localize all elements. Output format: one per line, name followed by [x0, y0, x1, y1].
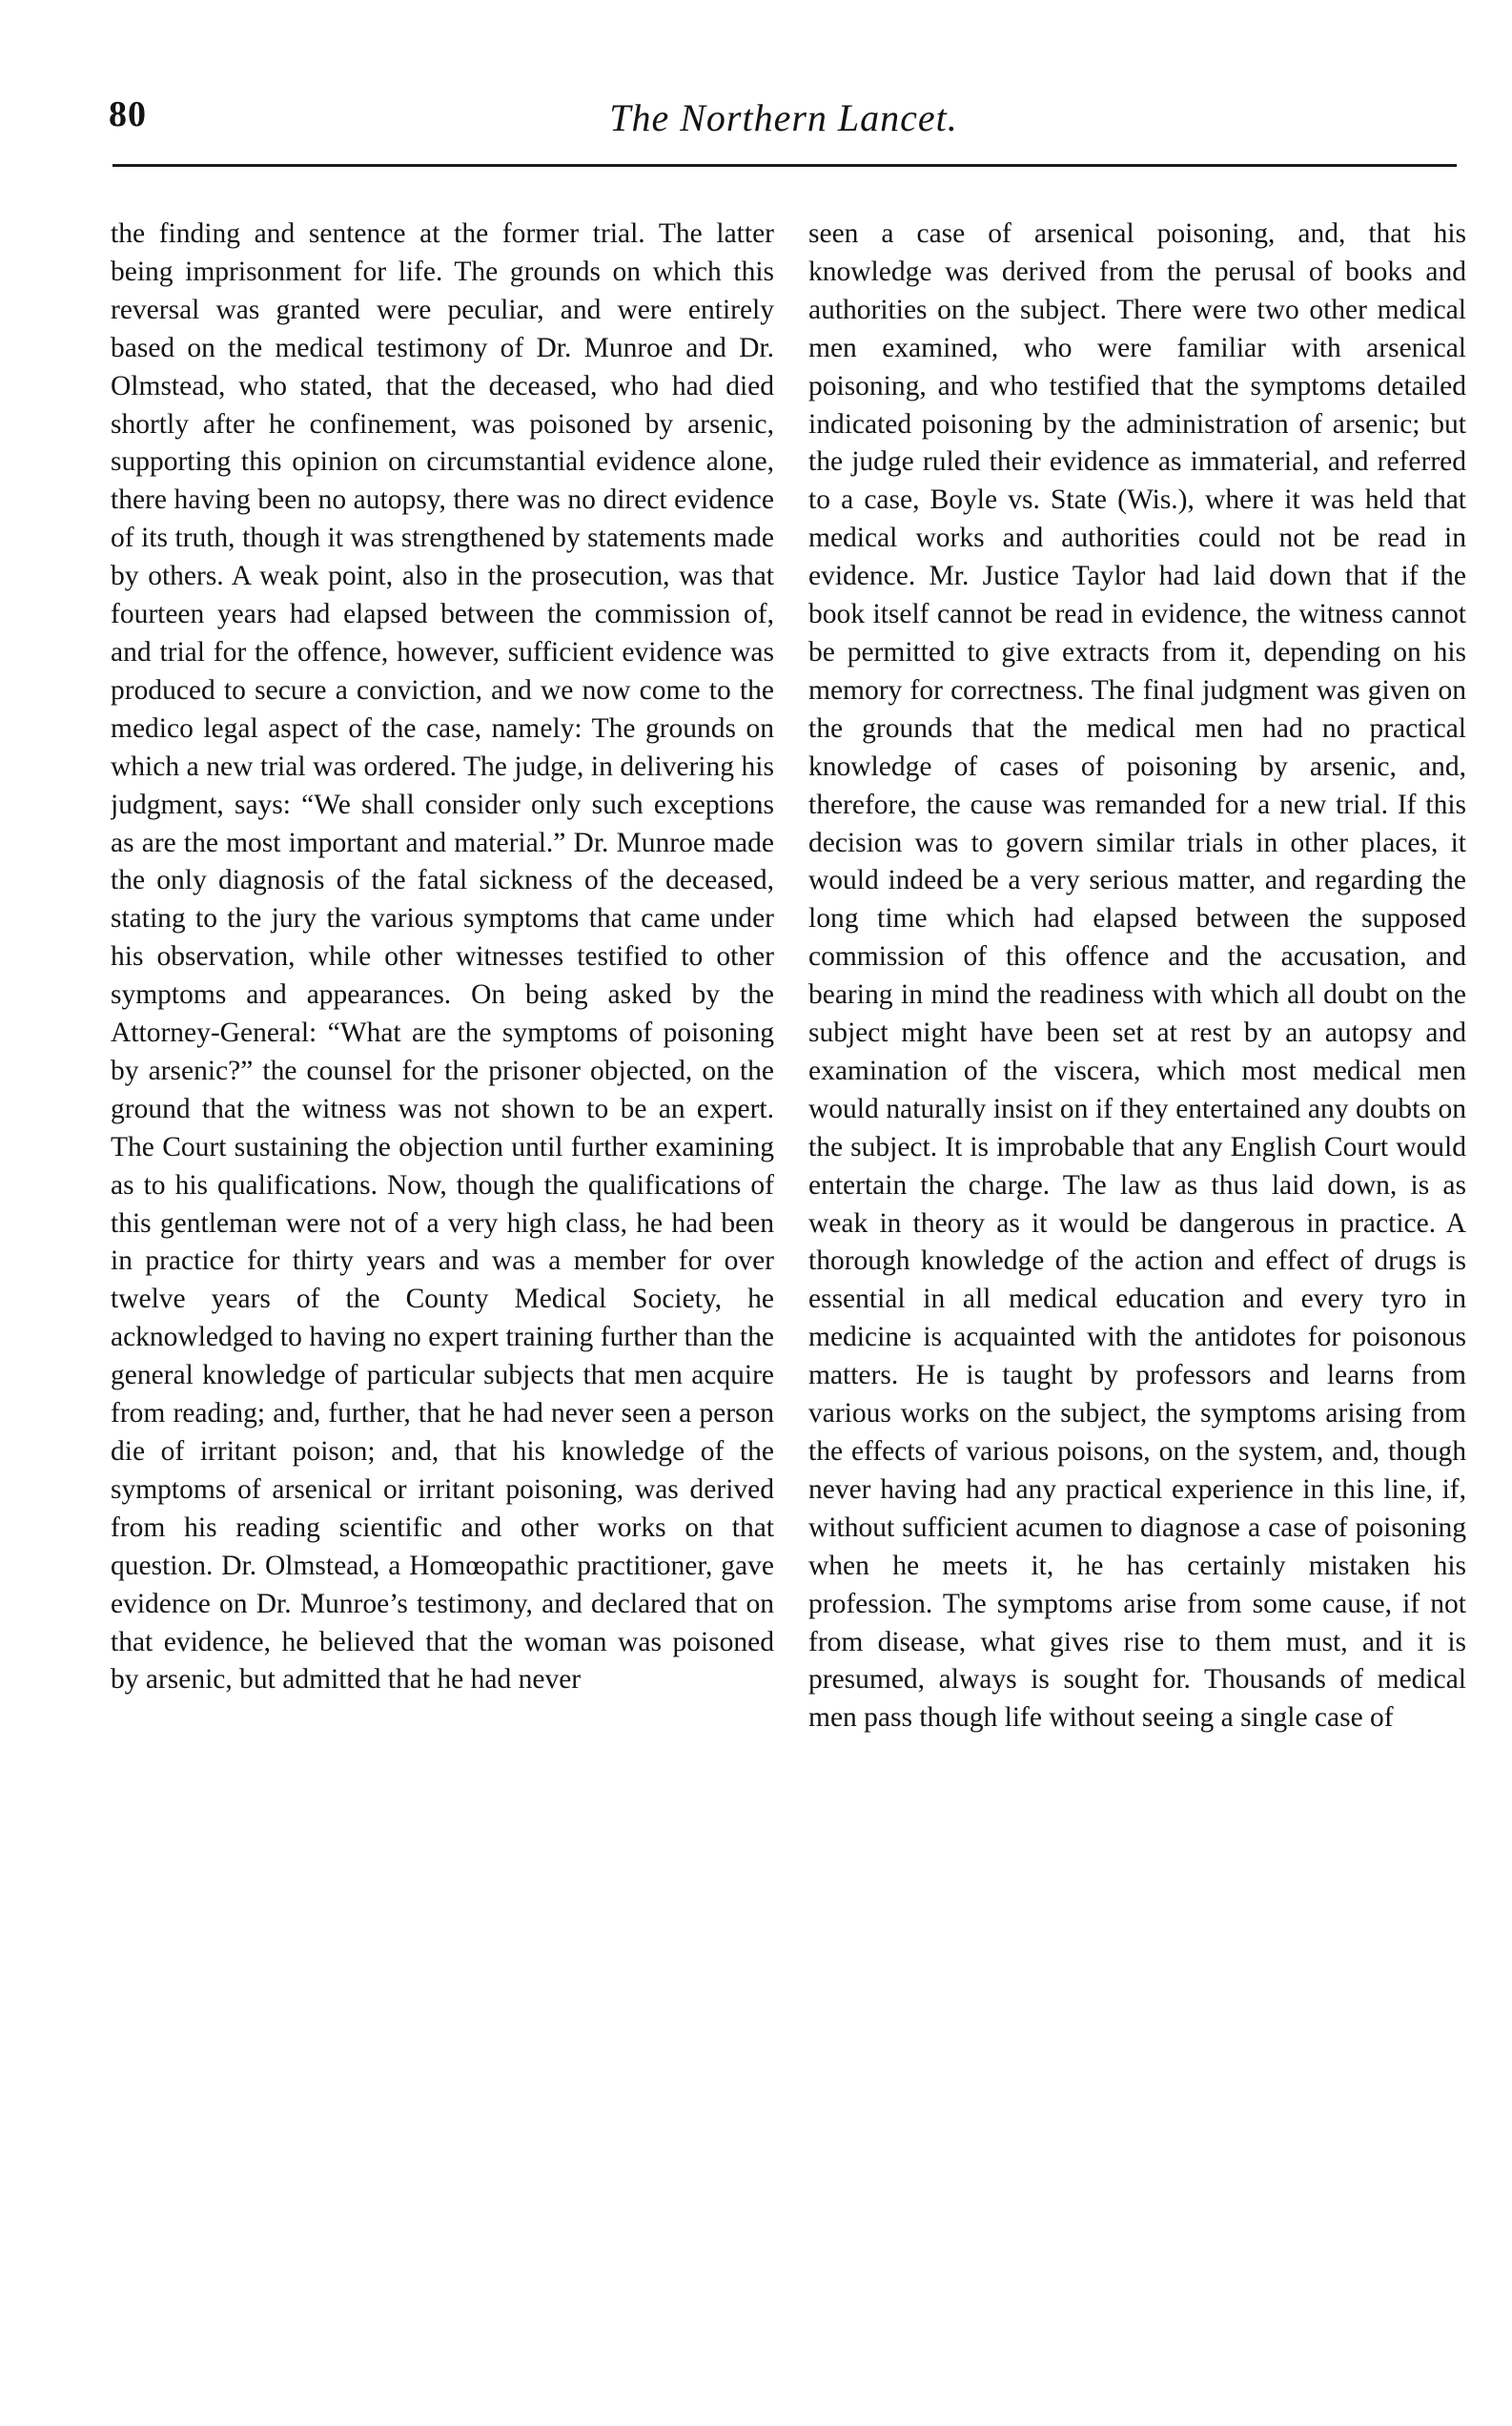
- page-header: [107, 93, 1461, 151]
- right-column-text: seen a case of arsenical poisoning, and, that his knowledge was derived from the perusal of books and authorities on the subject. There were two other medical men examined, who were familiar with arsenical poisoning, and who testified that the symptoms detailed indicated poisoning by the administration of arsenic; but the judge ruled their evidence as immaterial, and referred to a case, Boyle vs. State (Wis.), where it was held that medical works and authorities could not be read in evidence. Mr. Justice Taylor had laid down that if the book itself cannot be read in evidence, the witness cannot be permitted to give extracts from it, depending on his memory for correctness. The final judgment was given on the grounds that the medical men had no practical knowledge of cases of poisoning by arsenic, and, therefore, the cause was remanded for a new trial. If this decision was to govern similar trials in other places, it would indeed be a very serious matter, and regarding the long time which had elapsed between the supposed commission of this offence and the accusation, and bearing in mind the readiness with which all doubt on the subject might have been set at rest by an autopsy and examination of the viscera, which most medical men would naturally insist on if they entertained any doubts on the subject. It is improbable that any English Court would entertain the charge. The law as thus laid down, is as weak in theory as it would be dangerous in practice. A thorough knowledge of the action and effect of drugs is essential in all medical education and every tyro in medicine is acquainted with the antidotes for poisonous matters. He is taught by professors and learns from various works on the subject, the symptoms arising from the effects of various poisons, on the system, and, though never having had any practical experience in this line, if, without sufficient acumen to diagnose a case of poisoning when he meets it, he has certainly mistaken his profession. The symptoms arise from some cause, if not from disease, what gives rise to them must, and it is presumed, always is sought for. Thousands of medical men pass though life without seeing a single case of: [808, 218, 1466, 1734]
- running-title: The Northern Lancet.: [609, 96, 958, 139]
- right-column: [808, 216, 1466, 2361]
- left-column-text: the finding and sentence at the former trial. The latter being imprisonment for life. The grounds on which this reversal was granted were peculiar, and were entirely based on the medical testimony of Dr. Munroe and Dr. Olmstead, who stated, that the deceased, who had died shortly after he confinement, was poisoned by arsenic, supporting this opinion on circumstantial evidence alone, there having been no autopsy, there was no direct evidence of its truth, though it was strengthened by statements made by others. A weak point, also in the prosecution, was that fourteen years had elapsed between the commission of, and trial for the offence, however, sufficient evidence was produced to secure a conviction, and we now come to the medico legal aspect of the case, namely: The grounds on which a new trial was ordered. The judge, in delivering his judgment, says: “We shall consider only such exceptions as are the most important and material.” Dr. Munroe made the only diagnosis of the fatal sickness of the deceased, stating to the jury the various symptoms that came under his observation, while other witnesses testified to other symptoms and appearances. On being asked by the Attorney-General: “What are the symptoms of poisoning by arsenic?” the counsel for the prisoner objected, on the ground that the witness was not shown to be an expert. The Court sustaining the objection until further examining as to his qualifications. Now, though the qualifications of this gentleman were not of a very high class, he had been in practice for thirty years and was a member for over twelve years of the County Medical Society, he acknowledged to having no expert training further than the general knowledge of particular subjects that men acquire from reading; and, further, that he had never seen a person die of irritant poison; and, that his knowledge of the symptoms of arsenical or irritant poisoning, was derived from his reading scientific and other works on that question. Dr. Olmstead, a Homœopathic practitioner, gave evidence on Dr. Munroe’s testimony, and declared that on that evidence, he believed that the woman was poisoned by arsenic, but admitted that he had never: [111, 218, 774, 1696]
- header-rule: [112, 164, 1457, 167]
- left-column: [111, 216, 774, 2361]
- page-number: 80: [109, 94, 147, 134]
